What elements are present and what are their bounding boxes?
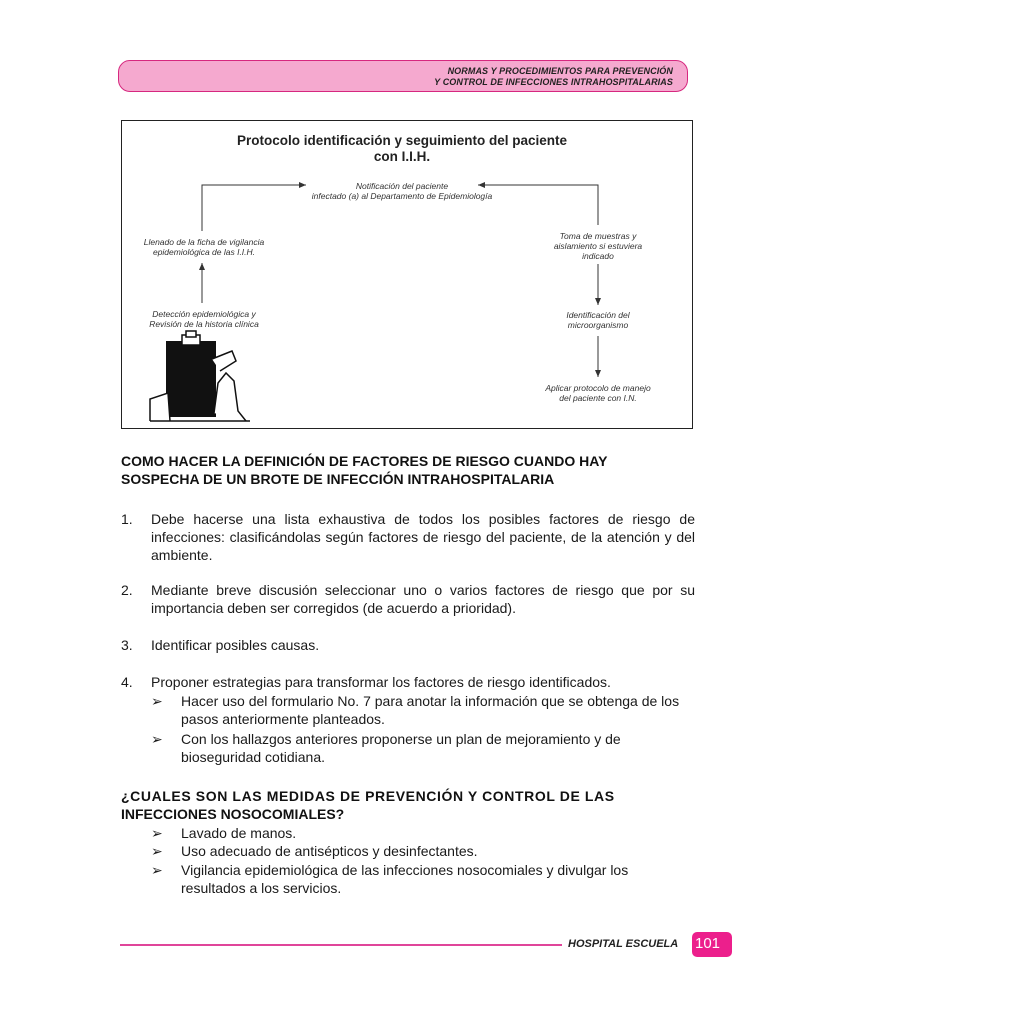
bullet-arrow-icon: ➢ bbox=[151, 825, 163, 841]
sub-bullet-plan-text: Con los hallazgos anteriores proponerse un plan de mejoramiento y de bioseguridad cotidiana. bbox=[181, 731, 621, 765]
list-item-1-text: Debe hacerse una lista exhaustiva de todos los posibles factores de riesgo de infecciones: clasificándolas según factores de riesgo del paciente, de la atención y del ambiente. bbox=[151, 511, 695, 563]
footer-divider bbox=[120, 944, 562, 946]
label-notification bbox=[292, 181, 512, 201]
sub-bullet-plan-mejoramiento bbox=[151, 730, 695, 766]
bullet-arrow-icon: ➢ bbox=[151, 731, 163, 747]
label-notification-line-2: infectado (a) al Departamento de Epidemiología bbox=[311, 191, 493, 201]
label-identificacion-line-2: microorganismo bbox=[567, 320, 629, 330]
section-heading-factores-riesgo bbox=[121, 452, 607, 488]
sub-bullet-formulario bbox=[151, 692, 695, 728]
bullet-antisepticos-text: Uso adecuado de antisépticos y desinfectantes. bbox=[181, 843, 478, 859]
label-deteccion-line-2: Revisión de la historia clínica bbox=[149, 319, 259, 329]
section-heading-medidas-prevencion bbox=[121, 787, 615, 823]
label-toma-line-2: aislamiento si estuviera bbox=[553, 241, 643, 251]
list-item-3-number: 3. bbox=[121, 637, 133, 653]
label-ficha-line-1: Llenado de la ficha de vigilancia bbox=[143, 237, 265, 247]
bullet-arrow-icon: ➢ bbox=[151, 693, 163, 709]
list-item-3-text: Identificar posibles causas. bbox=[151, 637, 320, 653]
bullet-antisepticos bbox=[151, 842, 695, 860]
header-banner bbox=[118, 60, 688, 92]
label-deteccion-line-1: Detección epidemiológica y bbox=[152, 309, 256, 319]
footer-label: HOSPITAL ESCUELA bbox=[568, 938, 679, 950]
bullet-arrow-icon: ➢ bbox=[151, 843, 163, 859]
bullet-lavado-manos bbox=[151, 824, 695, 842]
list-item-1 bbox=[121, 510, 695, 564]
label-toma-muestras bbox=[542, 231, 654, 261]
list-item-1-number: 1. bbox=[121, 511, 133, 527]
diagram-title-line-2: con I.I.H. bbox=[373, 149, 431, 164]
label-aplicar-line-1: Aplicar protocolo de manejo bbox=[545, 383, 651, 393]
list-item-2-text: Mediante breve discusión seleccionar uno o varios factores de riesgo que por su importancia deben ser corregidos (de acuerdo a prioridad). bbox=[151, 582, 695, 616]
bullet-vigilancia-text: Vigilancia epidemiológica de las infecciones nosocomiales y divulgar los resultados a los servicios. bbox=[181, 862, 629, 896]
header-line-1: NORMAS Y PROCEDIMIENTOS PARA PREVENCIÓN bbox=[447, 66, 673, 76]
label-toma-line-1: Toma de muestras y bbox=[559, 231, 637, 241]
section1-heading-line-1: COMO HACER LA DEFINICIÓN DE FACTORES DE RIESGO CUANDO HAY bbox=[121, 453, 608, 469]
clipboard-hand-icon bbox=[150, 331, 250, 421]
protocol-diagram bbox=[121, 120, 693, 429]
label-ficha-line-2: epidemiológica de las I.I.H. bbox=[152, 247, 256, 257]
page-number: 101 bbox=[692, 932, 732, 957]
label-aplicar-protocolo bbox=[532, 383, 664, 403]
list-item-4 bbox=[121, 673, 695, 691]
label-identificacion bbox=[542, 310, 654, 330]
label-notification-line-1: Notificación del paciente bbox=[355, 181, 449, 191]
diagram-title bbox=[182, 133, 622, 165]
list-item-2 bbox=[121, 581, 695, 617]
label-deteccion bbox=[138, 309, 270, 329]
bullet-vigilancia bbox=[151, 861, 695, 897]
sub-bullet-formulario-text: Hacer uso del formulario No. 7 para anotar la información que se obtenga de los pasos anteriormente planteados. bbox=[181, 693, 680, 727]
list-item-3 bbox=[121, 636, 695, 654]
list-item-2-number: 2. bbox=[121, 582, 133, 598]
section2-heading-line-2: INFECCIONES NOSOCOMIALES? bbox=[121, 806, 345, 822]
label-aplicar-line-2: del paciente con I.N. bbox=[559, 393, 637, 403]
header-line-2: Y CONTROL DE INFECCIONES INTRAHOSPITALARIAS bbox=[434, 77, 673, 87]
label-identificacion-line-1: Identificación del bbox=[566, 310, 630, 320]
label-ficha-vigilancia bbox=[134, 237, 274, 257]
arrow-left-to-notification bbox=[202, 185, 306, 231]
bullet-arrow-icon: ➢ bbox=[151, 862, 163, 878]
list-item-4-number: 4. bbox=[121, 674, 133, 690]
diagram-title-line-1: Protocolo identificación y seguimiento del paciente bbox=[236, 133, 568, 148]
section1-heading-line-2: SOSPECHA DE UN BROTE DE INFECCIÓN INTRAHOSPITALARIA bbox=[121, 471, 555, 487]
bullet-lavado-text: Lavado de manos. bbox=[181, 825, 297, 841]
section2-heading-line-1: ¿CUALES SON LAS MEDIDAS DE PREVENCIÓN Y CONTROL DE LAS bbox=[121, 788, 615, 804]
label-toma-line-3: indicado bbox=[582, 251, 614, 261]
list-item-4-text: Proponer estrategias para transformar los factores de riesgo identificados. bbox=[151, 674, 611, 690]
